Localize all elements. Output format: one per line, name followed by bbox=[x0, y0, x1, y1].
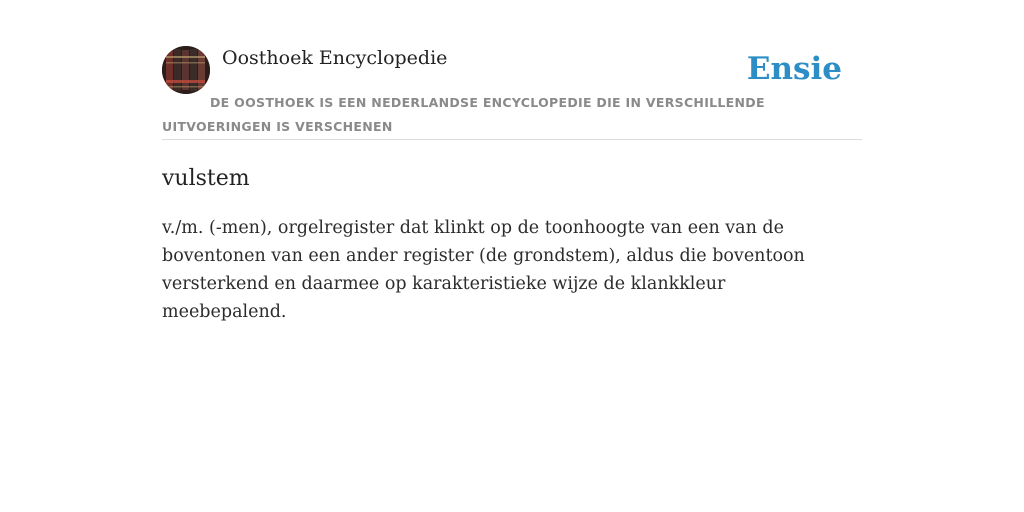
entry-definition: v./m. (-men), orgelregister dat klinkt op de toonhoogte van een van de boventonen van een ander register (de grondstem), aldus die boventoon versterkend en daarmee op karakteristieke wijze de klankkleur meebepalend. bbox=[162, 218, 805, 322]
site-title-link[interactable]: Oosthoek Encyclopedie bbox=[222, 47, 448, 69]
book-spines-icon[interactable] bbox=[162, 46, 210, 94]
entry-headword: vulstem bbox=[162, 166, 250, 191]
site-subtitle: DE OOSTHOEK IS EEN NEDERLANDSE ENCYCLOPEDIE DIE IN VERSCHILLENDE UITVOERINGEN IS VERSCHENEN bbox=[162, 95, 765, 134]
site-header bbox=[162, 46, 862, 140]
ensie-logo-link[interactable]: Ensie bbox=[746, 51, 842, 87]
entry-content bbox=[162, 160, 852, 326]
